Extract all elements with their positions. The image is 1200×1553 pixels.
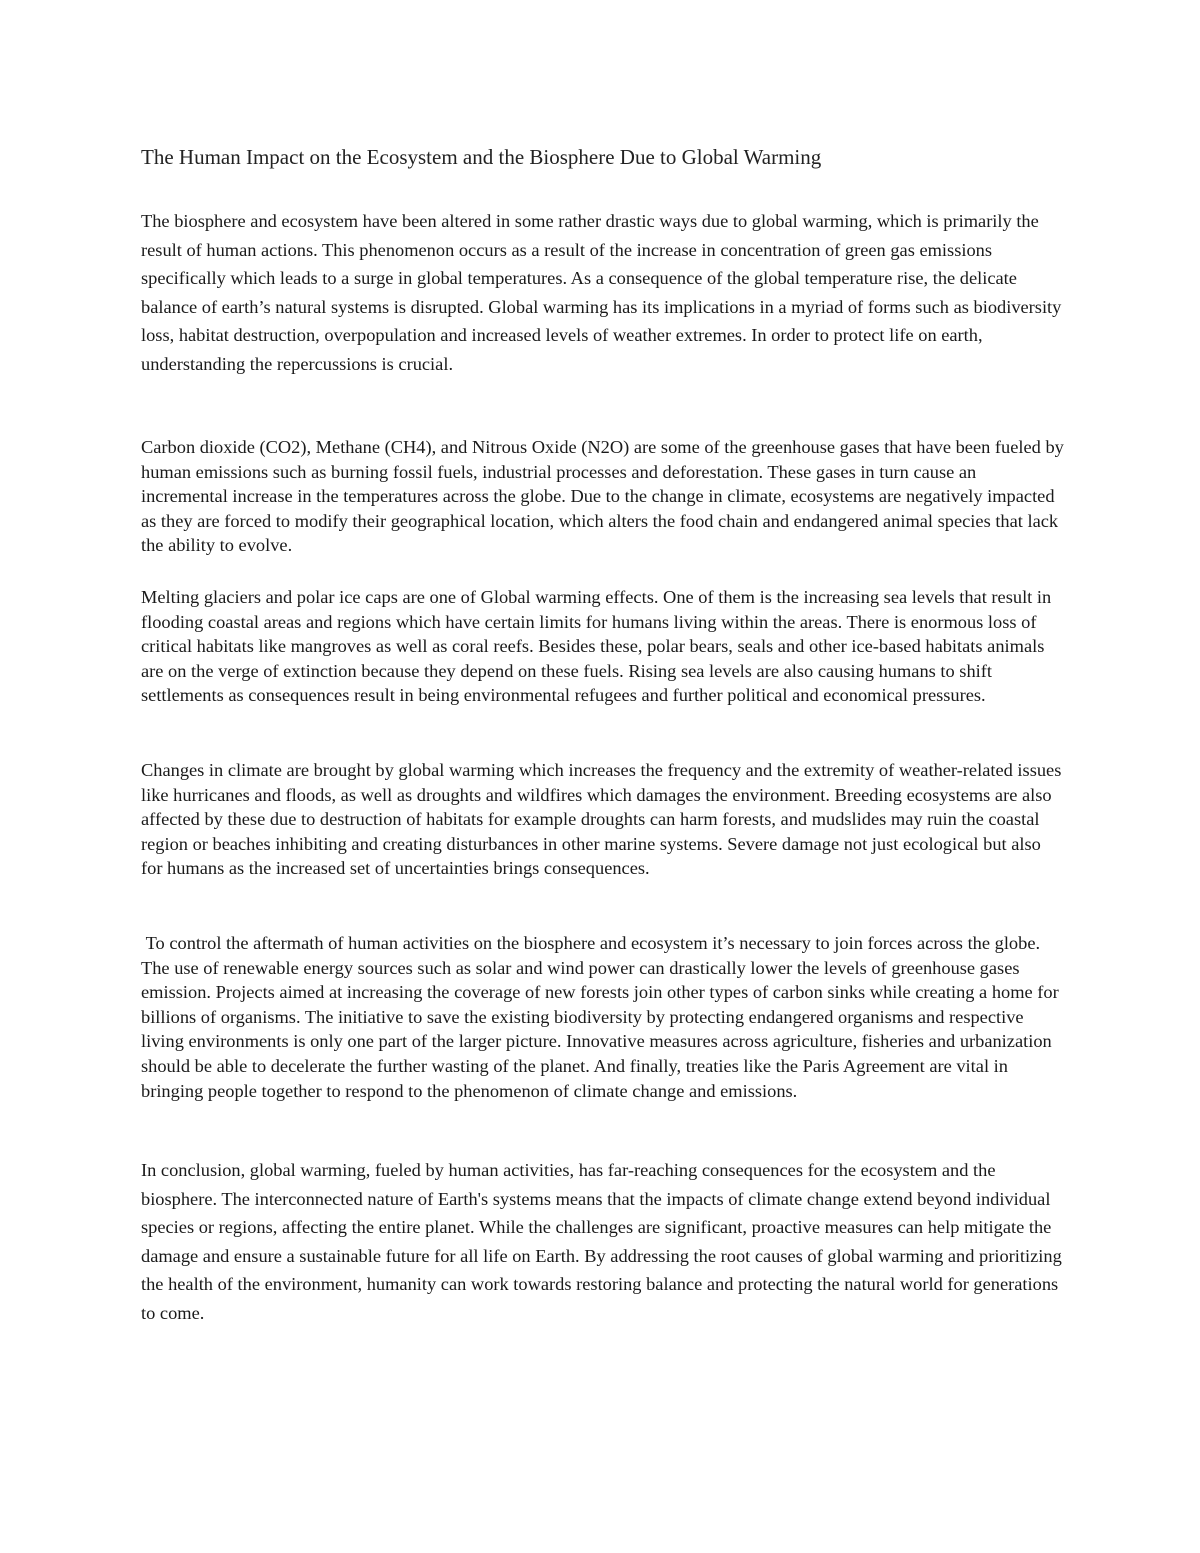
paragraph-weather-extremes: Changes in climate are brought by global warming which increases the frequency and the extremity of weather-related issues like hurricanes and floods, as well as droughts and wildfires which damages the environment. Breeding ecosystems are also affected by these due to destruction of habitats for example droughts can harm forests, and mudslides may ruin the coastal region or beaches inhibiting and creating disturbances in other marine systems. Severe damage not just ecological but also for humans as the increased set of uncertainties brings consequences. <box>141 760 1062 879</box>
paragraph-introduction: The biosphere and ecosystem have been altered in some rather drastic ways due to global warming, which is primarily the result of human actions. This phenomenon occurs as a result of the increase in concentration of green gas emissions specifically which leads to a surge in global temperatures. As a consequence of the global temperature rise, the delicate balance of earth’s natural systems is disrupted. Global warming has its implications in a myriad of forms such as biodiversity loss, habitat destruction, overpopulation and increased levels of weather extremes. In order to protect life on earth, understanding the repercussions is crucial. <box>141 211 1062 374</box>
paragraph-melting-glaciers: Melting glaciers and polar ice caps are one of Global warming effects. One of them is the increasing sea levels that result in flooding coastal areas and regions which have certain limits for humans living within the areas. There is enormous loss of critical habitats like mangroves as well as coral reefs. Besides these, polar bears, seals and other ice-based habitats animals are on the verge of extinction because they depend on these fuels. Rising sea levels are also causing humans to shift settlements as consequences result in being environmental refugees and further political and economical pressures. <box>141 587 1052 706</box>
document-title: The Human Impact on the Ecosystem and the Biosphere Due to Global Warming <box>141 145 822 169</box>
paragraph-greenhouse-gases: Carbon dioxide (CO2), Methane (CH4), and Nitrous Oxide (N2O) are some of the greenhouse gases that have been fueled by human emissions such as burning fossil fuels, industrial processes and deforestation. These gases in turn cause an incremental increase in the temperatures across the globe. Due to the change in climate, ecosystems are negatively impacted as they are forced to modify their geographical location, which alters the food chain and endangered animal species that lack the ability to evolve. <box>141 437 1064 556</box>
paragraph-mitigation: To control the aftermath of human activities on the biosphere and ecosystem it’s necessary to join forces across the globe. The use of renewable energy sources such as solar and wind power can drastically lower the levels of greenhouse gases emission. Projects aimed at increasing the coverage of new forests join other types of carbon sinks while creating a home for billions of organisms. The initiative to save the existing biodiversity by protecting endangered organisms and respective living environments is only one part of the larger picture. Innovative measures across agriculture, fisheries and urbanization should be able to decelerate the further wasting of the planet. And finally, treaties like the Paris Agreement are vital in bringing people together to respond to the phenomenon of climate change and emissions. <box>141 933 1064 1101</box>
paragraph-conclusion: In conclusion, global warming, fueled by human activities, has far-reaching consequences for the ecosystem and the biosphere. The interconnected nature of Earth's systems means that the impacts of climate change extend beyond individual species or regions, affecting the entire planet. While the challenges are significant, proactive measures can help mitigate the damage and ensure a sustainable future for all life on Earth. By addressing the root causes of global warming and prioritizing the health of the environment, humanity can work towards restoring balance and protecting the natural world for generations to come. <box>141 1160 1062 1323</box>
